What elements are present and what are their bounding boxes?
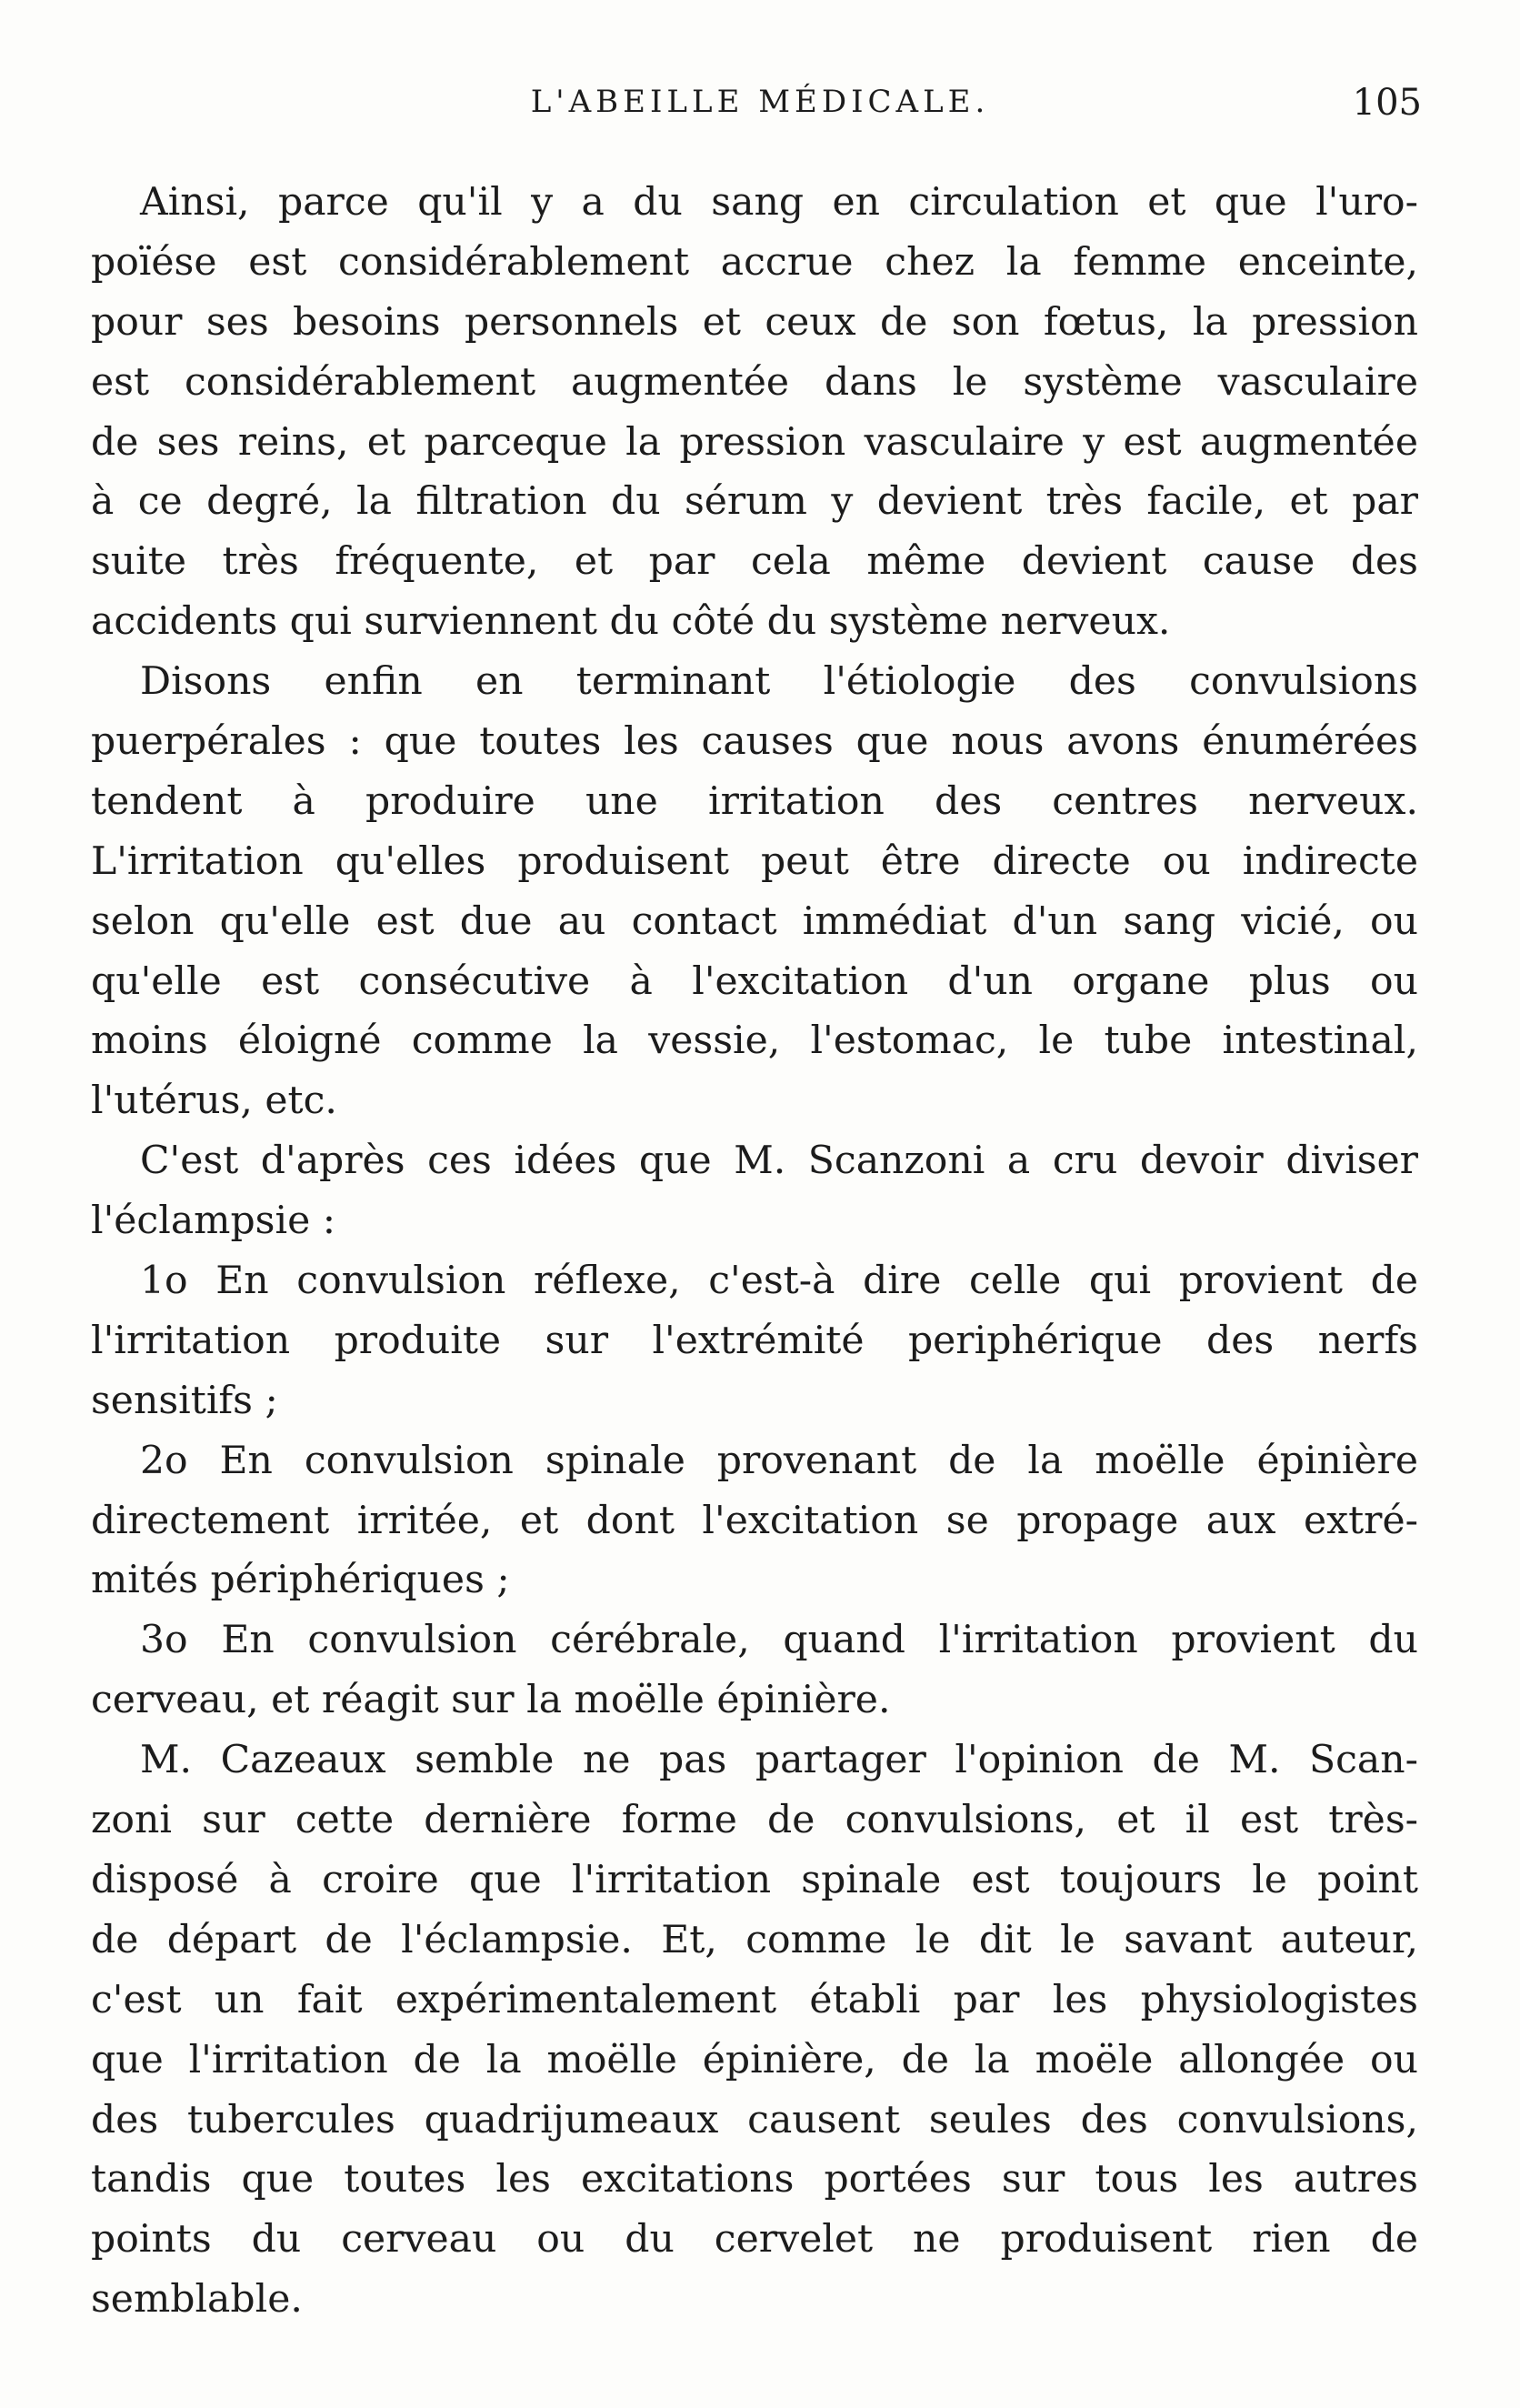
text-line: 2o En convulsion spinale provenant de la moëlle épinière [140,1438,1418,1483]
page-header [91,84,1429,138]
text-line: points du cerveau ou du cervelet ne produisent rien de [91,2217,1418,2263]
text-line: disposé à croire que l'irritation spinale est toujours le point [91,1857,1418,1902]
list-item [91,1431,1418,1611]
paragraph [91,1731,1418,2330]
text-line: 3o En convulsion cérébrale, quand l'irritation provient du [140,1618,1418,1663]
text-line: l'éclampsie : [91,1199,336,1244]
text-line: à ce degré, la filtration du sérum y devient très facile, et par [91,479,1418,525]
paragraph [91,1131,1418,1251]
text-line: mités périphériques ; [91,1558,510,1603]
page-number: 105 [1352,82,1422,124]
text-line: est considérablement augmentée dans le système vasculaire [91,359,1418,405]
text-line: des tubercules quadrijumeaux causent seules des convulsions, [91,2097,1418,2142]
text-line: Ainsi, parce qu'il y a du sang en circulation et que l'uro- [140,180,1418,225]
text-line: tendent à produire une irritation des centres nerveux. [91,778,1418,824]
text-line: semblable. [91,2277,303,2323]
text-line: M. Cazeaux semble ne pas partager l'opinion de M. Scan- [140,1738,1418,1783]
body-text [91,173,1418,2330]
text-line: c'est un fait expérimentalement établi par les physiologistes [91,1977,1418,2022]
text-line: suite très fréquente, et par cela même devient cause des [91,539,1418,585]
text-line: accidents qui surviennent du côté du système nerveux. [91,599,1171,645]
text-line: l'utérus, etc. [91,1079,337,1124]
text-line: Disons enfin en terminant l'étiologie des convulsions [140,659,1418,705]
text-line: zoni sur cette dernière forme de convulsions, et il est très- [91,1798,1418,1843]
text-line: puerpérales : que toutes les causes que nous avons énumérées [91,719,1418,765]
text-line: que l'irritation de la moëlle épinière, de la moële allongée ou [91,2037,1418,2082]
list-item [91,1610,1418,1731]
text-line: de départ de l'éclampsie. Et, comme le dit le savant auteur, [91,1917,1418,1962]
text-line: L'irritation qu'elles produisent peut être directe ou indirecte [91,838,1418,884]
text-line: cerveau, et réagit sur la moëlle épinière. [91,1678,891,1723]
list-item [91,1251,1418,1431]
running-title: L'ABEILLE MÉDICALE. [530,84,990,120]
text-line: directement irritée, et dont l'excitation se propage aux extré- [91,1498,1418,1543]
paragraph [91,652,1418,1131]
paragraph [91,173,1418,652]
text-line: sensitifs ; [91,1378,278,1423]
text-line: qu'elle est consécutive à l'excitation d'un organe plus ou [91,958,1418,1004]
text-line: tandis que toutes les excitations portées sur tous les autres [91,2157,1418,2202]
text-line: de ses reins, et parceque la pression vasculaire y est augmentée [91,419,1418,465]
text-line: l'irritation produite sur l'extrémité periphérique des nerfs [91,1318,1418,1363]
text-line: selon qu'elle est due au contact immédiat d'un sang vicié, ou [91,898,1418,944]
text-line: C'est d'après ces idées que M. Scanzoni a cru devoir diviser [140,1139,1418,1184]
text-line: poïése est considérablement accrue chez la femme enceinte, [91,239,1418,285]
text-line: pour ses besoins personnels et ceux de son fœtus, la pression [91,299,1418,345]
text-line: moins éloigné comme la vessie, l'estomac, le tube intestinal, [91,1018,1418,1064]
text-line: 1o En convulsion réflexe, c'est-à dire celle qui provient de [140,1259,1418,1304]
